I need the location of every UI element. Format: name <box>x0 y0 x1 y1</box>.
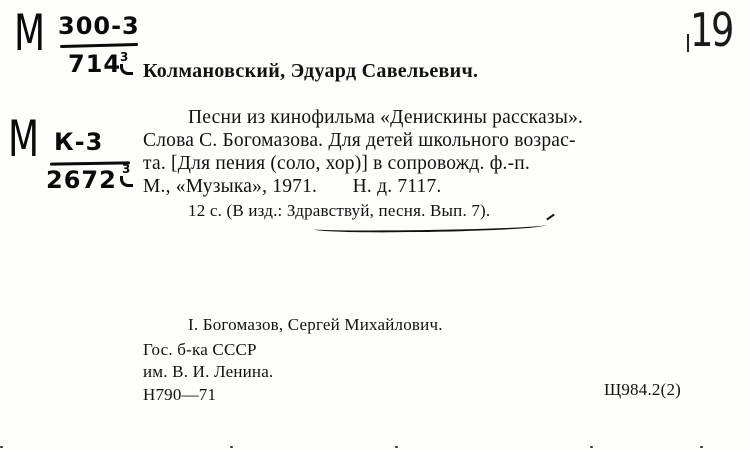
shelf-mark-2-hook <box>120 176 133 187</box>
library-line-1: Гос. б-ка СССР <box>143 340 257 359</box>
classification-code: Щ984.2(2) <box>604 380 682 399</box>
shelf-mark-2-top: К-3 <box>54 128 104 156</box>
card-number: 19 <box>690 3 733 57</box>
library-line-3: Н790—71 <box>143 385 217 404</box>
library-line-2: им. В. И. Ленина. <box>143 362 274 381</box>
shelf-mark-1-divider <box>60 43 138 48</box>
shelf-mark-2-sup: 3 <box>122 162 131 176</box>
handwritten-tick <box>546 214 555 221</box>
scan-speck <box>590 446 593 448</box>
author-heading: Колмановский, Эдуард Савельевич. <box>143 60 479 82</box>
shelf-mark-2-letter: М <box>8 110 38 168</box>
shelf-mark-1-sup: 3 <box>120 50 129 64</box>
shelf-mark-1-letter: М <box>14 4 44 62</box>
card-number-tick-mark <box>687 34 689 52</box>
added-entry: I. Богомазов, Сергей Михайлович. <box>188 315 443 334</box>
scan-speck <box>0 446 3 448</box>
collation-line: 12 с. (В изд.: Здравствуй, песня. Вып. 7). <box>188 201 491 220</box>
scan-speck <box>700 446 703 448</box>
scan-speck <box>395 446 398 448</box>
shelf-mark-1-bottom: 714 <box>68 50 122 78</box>
title-line-2: Слова С. Богомазова. Для детей школьного возрас- <box>143 130 576 151</box>
title-line-1: Песни из кинофильма «Денискины рассказы». <box>188 107 584 128</box>
shelf-mark-1-hook <box>120 64 133 75</box>
title-line-3: та. [Для пения (соло, хор)] в сопровожд. ф.-п. <box>143 153 531 174</box>
shelf-mark-2-bottom: 2672 <box>46 166 117 194</box>
imprint-line: М., «Музыка», 1971. Н. д. 7117. <box>143 176 442 197</box>
shelf-mark-1-top: 300-3 <box>58 12 140 40</box>
handwritten-underline <box>314 221 546 233</box>
scan-speck <box>230 446 233 448</box>
